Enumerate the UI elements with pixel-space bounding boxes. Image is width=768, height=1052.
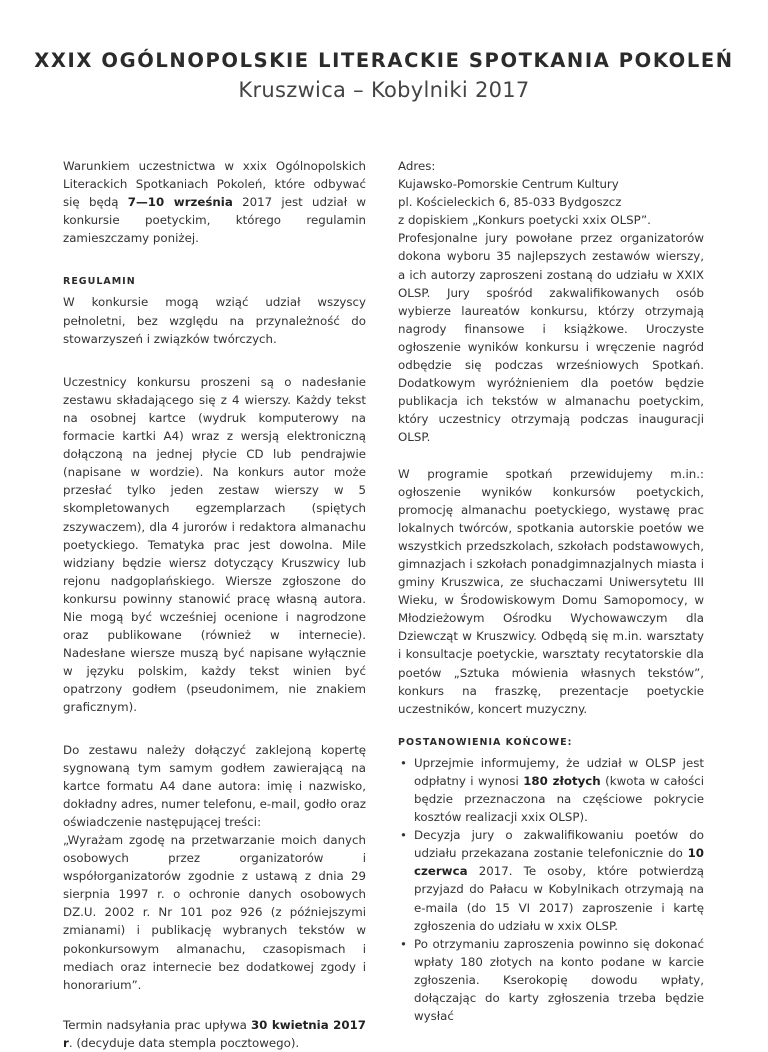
deadline-paragraph [63, 1016, 366, 1052]
intro-text: Warunkiem uczestnictwa w xxix Ogólnopolskich Literackich Spotkaniach Pokoleń, które odbywać się będą [63, 159, 366, 210]
list-item-text: Decyzja jury o zakwalifikowaniu poetów do udziału przekazana zostanie telefonicznie do [414, 828, 704, 861]
rules-paragraph-2: Uczestnicy konkursu proszeni są o nadesłanie zestawu składającego się z 4 wierszy. Każdy tekst na osobnej kartce (wydruk komputerowy na formacie kartki A4) wraz z wersją elektroniczną dołączoną na jednej płycie CD lub pendrajwie (napisane w wordzie). Na konkurs autor może przesłać tylko jeden zestaw wierszy w 5 skompletowanych egzemplarzach (spiętych zszywaczem), dla 4 jurorów i redaktora almanachu poetyckiego. Tematyka prac jest dowolna. Mile widziany będzie wiersz dotyczący Kruszwicy lub rejonu nadgoplańskiego. Wiersze zgłoszone do konkursu powinny stanowić pracę własną autora. Nie mogą być wcześniej ocenione i nagrodzone oraz publikowane (również w internecie). Nadesłane wiersze muszą być napisane wyłącznie w języku polskim, każdy tekst winien być opatrzony godłem (pseudonimem, nie znakiem graficznym). [63, 374, 366, 715]
deadline-date: 30 kwietnia 2017 r [63, 1017, 366, 1050]
decision-date: 10 czerwca [414, 846, 704, 879]
spacer [398, 447, 704, 465]
list-item-text: 2017. Te osoby, które potwierdzą przyjazd do Pałacu w Kobylnikach otrzymają na e-maila (do 15 VI 2017) zaproszenie i kartę zgłoszenia do udziału w xxix OLSP. [414, 864, 704, 933]
deadline-text-end: . (decyduje data stempla pocztowego). [68, 1035, 300, 1050]
address-block [398, 157, 704, 229]
right-column [398, 157, 704, 1025]
jury-paragraph: Profesjonalne jury powołane przez organizatorów dokona wyboru 35 najlepszych zestawów wierszy, a ich autorzy zaproszeni zostaną do udziału w XXIX OLSP. Jury spośród zakwalifikowanych osób wybierze laureatów konkursu, którzy otrzymają nagrody finansowe i książkowe. Uroczyste ogłoszenie wyników konkursu i wręczenie nagród odbędzie się podczas wrześniowych Spotkań. Dodatkowym wyróżnieniem dla poetów będzie publikacja ich tekstów w almanachu poetyckim, który uczestnicy otrzymają podczas inauguracji OLSP. [398, 231, 704, 445]
spacer [63, 994, 366, 1016]
list-item [398, 754, 704, 826]
list-item: • Po otrzymaniu zaproszenia powinno się dokonać wpłaty 180 złotych na konto podane w karcie zgłoszenia. Kserokopię dowodu wpłaty, dołączając do karty zgłoszenia trzeba będzie wysłać [398, 935, 704, 1025]
intro-text-end: 2017 jest udział w konkursie poetyckim, którego regulamin zamieszczamy poniżej. [63, 195, 366, 246]
left-column [63, 157, 366, 1052]
address-label: Adres: [398, 159, 436, 173]
spacer [63, 717, 366, 741]
page-subtitle: Kruszwica – Kobylniki 2017 [238, 78, 530, 102]
final-provisions-list [398, 754, 704, 1025]
spacer [63, 348, 366, 373]
header [0, 48, 768, 104]
intro-paragraph [63, 157, 366, 247]
deadline-text: Termin nadsyłania prac upływa [63, 1017, 251, 1032]
address-note: z dopiskiem „Konkurs poetycki xxix OLSP”. [398, 213, 651, 228]
regulamin-heading: REGULAMIN [63, 276, 136, 288]
page-title: XXIX OGÓLNOPOLSKIE LITERACKIE SPOTKANIA POKOLEŃ [34, 49, 734, 72]
list-item-text: Uprzejmie informujemy, że udział w OLSP jest odpłatny i wynosi [414, 755, 704, 788]
list-item [398, 826, 704, 935]
consent-quote: „Wyrażam zgodę na przetwarzanie moich danych osobowych przez organizatorów i współorganizatorów zgodnie z ustawą z dnia 29 sierpnia 1997 r. o ochronie danych osobowych DZ.U. 2002 r. Nr 101 poz 926 (z późniejszymi zmianami) i publikację wybranych tekstów w pokonkursowym almanachu, czasopismach i mediach oraz internecie bez dodatkowej zgody i honorarium”. [63, 833, 366, 992]
final-provisions-heading: POSTANOWIENIA KOŃCOWE: [398, 736, 573, 748]
spacer [63, 247, 366, 265]
list-item-text: (kwota w całości będzie przeznaczona na częściowe pokrycie kosztów realizacji xxix OLSP). [414, 773, 705, 825]
program-paragraph: W programie spotkań przewidujemy m.in.: ogłoszenie wyników konkursów poetyckich, promocję almanachu poetyckiego, wystawę prac lokalnych twórców, spotkania autorskie poetów we wszystkich przedszkolach, szkołach podstawowych, gimnazjach i szkołach ponadgimnazjalnych miasta i gminy Kruszwica, ze słuchaczami Uniwersytetu III Wieku, w Środowiskowym Domu Samopomocy, w Młodzieżowym Ośrodku Wychowawczym dla Dziewcząt w Kruszwicy. Odbędą się m.in. warsztaty i konsultacje poetyckie, warsztaty recytatorskie dla poetów „Sztuka mówienia własnych tekstów”, konkurs na fraszkę, prezentacje poetyckie uczestników, koncert muzyczny. [398, 466, 704, 716]
rules-paragraph-3: Do zestawu należy dołączyć zaklejoną kopertę sygnowaną tym samym godłem zawierającą na kartce formatu A4 dane autora: imię i nazwisko, dokładny adres, numer telefonu, e-mail, godło oraz oświadczenie następującej treści: [63, 742, 366, 829]
spacer [63, 265, 366, 275]
rules-paragraph-1: W konkursie mogą wziąć udział wszyscy pełnoletni, bez względu na przynależność do stowarzyszeń i związków twórczych. [63, 295, 366, 346]
spacer [398, 718, 704, 736]
address-line-2: pl. Kościeleckich 6, 85-033 Bydgoszcz [398, 195, 622, 210]
address-line-1: Kujawsko-Pomorskie Centrum Kultury [398, 177, 619, 192]
fee-amount: 180 złotych [523, 773, 601, 788]
intro-dates: 7—10 września [127, 195, 233, 210]
